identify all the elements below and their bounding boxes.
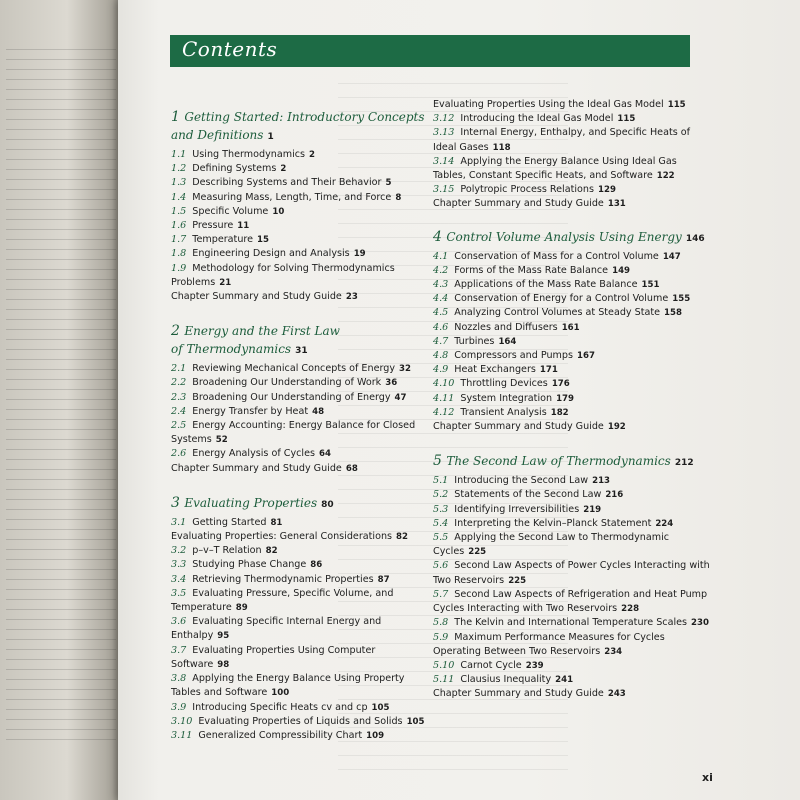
section-page: 47: [394, 392, 407, 403]
section-number: 4.4: [433, 293, 449, 305]
section-title: Energy Transfer by Heat: [192, 405, 309, 417]
section-title: Turbines: [454, 335, 495, 347]
section-page: 147: [662, 251, 681, 262]
section-title: System Integration: [460, 392, 553, 404]
chapter-title: [433, 452, 711, 472]
toc-entry: [433, 349, 711, 363]
section-number: 3.15: [433, 184, 455, 196]
section-page: 98: [217, 659, 230, 670]
section-title: Energy Accounting: Energy Balance for Closed Systems: [171, 420, 416, 446]
toc-entry: [171, 644, 426, 672]
section-title: Applying the Energy Balance Using Property Tables and Software: [171, 673, 405, 699]
section-page: 192: [607, 422, 626, 433]
section-page: 11: [237, 221, 250, 232]
section-number: 2.1: [171, 363, 187, 375]
section-title: Maximum Performance Measures for Cycles Operating Between Two Reservoirs: [433, 631, 665, 657]
toc-entry: [433, 335, 711, 349]
section-page: 122: [656, 171, 675, 182]
section-title: Throttling Devices: [460, 378, 548, 390]
section-title: Chapter Summary and Study Guide: [433, 421, 604, 433]
toc-entry: [171, 262, 426, 290]
section-number: 3.8: [171, 673, 187, 685]
toc-entry: [433, 659, 711, 673]
section-page: 100: [271, 688, 290, 699]
section-number: 1.3: [171, 177, 187, 189]
toc-entry: [171, 419, 426, 447]
section-page: 23: [345, 292, 358, 303]
chapter-title-text: The Second Law of Thermodynamics: [446, 454, 671, 469]
toc-entry: [433, 517, 711, 531]
section-page: 219: [583, 504, 602, 515]
section-title: Evaluating Pressure, Specific Volume, and Temperature: [171, 587, 394, 614]
chapter-block: [171, 322, 426, 476]
section-title: Clausius Inequality: [460, 674, 552, 686]
section-title: Applying the Energy Balance Using Ideal Gas Tables, Constant Specific Heats, and Software: [433, 155, 677, 182]
section-page: 182: [550, 407, 569, 418]
chapter-number: 5: [433, 453, 447, 470]
section-number: 4.2: [433, 264, 449, 276]
section-number: 1.2: [171, 163, 187, 175]
section-number: 4.5: [433, 307, 449, 319]
page-number: xi: [702, 771, 713, 784]
section-title: Chapter Summary and Study Guide: [433, 198, 604, 210]
section-number: 1.6: [171, 220, 187, 232]
section-title: Evaluating Specific Internal Energy and Enthalpy: [171, 616, 382, 642]
section-number: 5.4: [433, 517, 449, 529]
section-number: 3.14: [433, 155, 455, 167]
toc-entry: [433, 488, 711, 502]
section-page: 225: [468, 547, 487, 558]
left-page-text-bleed: [6, 40, 116, 740]
toc-entry: [171, 148, 426, 162]
section-page: 105: [371, 702, 390, 713]
toc-entry: [171, 233, 426, 247]
section-title: Statements of the Second Law: [454, 489, 602, 501]
toc-entry: [433, 474, 711, 488]
section-title: Compressors and Pumps: [454, 350, 573, 362]
chapter-page: 212: [674, 458, 694, 469]
section-title: Pressure: [192, 220, 234, 232]
chapter-title: [171, 108, 426, 146]
section-title: Defining Systems: [192, 163, 277, 175]
section-number: 4.8: [433, 350, 449, 362]
chapter-title-text: Getting Started: Introductory Concepts: [184, 110, 425, 124]
chapter-page: 80: [321, 499, 334, 510]
section-page: 32: [399, 364, 411, 375]
toc-entry: [171, 176, 426, 190]
section-number: 2.2: [171, 377, 187, 389]
section-number: 5.11: [433, 674, 455, 686]
section-title: Analyzing Control Volumes at Steady State: [454, 307, 661, 319]
section-page: 95: [217, 631, 230, 642]
section-title: Broadening Our Understanding of Energy: [192, 391, 391, 403]
section-page: 87: [377, 574, 390, 585]
toc-entry: [171, 587, 426, 615]
section-page: 82: [265, 546, 278, 557]
section-page: 149: [612, 265, 631, 276]
section-page: 115: [617, 114, 636, 125]
toc-entry: [171, 162, 426, 176]
section-title: Second Law Aspects of Power Cycles Interacting with Two Reservoirs: [433, 560, 710, 586]
section-number: 2.4: [171, 405, 187, 417]
section-title: Introducing the Second Law: [454, 475, 589, 487]
section-title: Chapter Summary and Study Guide: [171, 291, 342, 303]
section-number: 2.5: [171, 420, 187, 432]
section-title: Energy Analysis of Cycles: [192, 448, 315, 460]
toc-entry: [171, 391, 426, 405]
section-page: 176: [551, 379, 570, 390]
toc-entry: [171, 558, 426, 572]
section-page: 158: [664, 308, 682, 319]
section-page: 10: [272, 206, 285, 217]
section-number: 1.8: [171, 248, 187, 260]
toc-entry: [433, 264, 711, 278]
chapter-number: 2: [171, 323, 185, 340]
section-number: 3.3: [171, 559, 187, 571]
toc-entry: [171, 462, 426, 476]
toc-entry: [433, 503, 711, 517]
toc-entry: [171, 729, 426, 743]
section-page: 21: [219, 277, 232, 288]
section-title: Evaluating Properties: General Considerations: [171, 531, 393, 543]
toc-entry: [433, 687, 711, 701]
toc-entry: [433, 155, 711, 183]
section-page: 86: [310, 560, 323, 571]
toc-entry: [433, 321, 711, 335]
toc-entry: [171, 191, 426, 205]
section-title: Interpreting the Kelvin–Planck Statement: [454, 517, 652, 529]
section-title: Polytropic Process Relations: [460, 184, 594, 196]
section-number: 3.10: [171, 715, 193, 727]
section-number: 3.11: [171, 729, 193, 741]
toc-entry: [433, 98, 711, 112]
section-number: 3.4: [171, 573, 187, 585]
section-title: Applying the Second Law to Thermodynamic Cycles: [433, 532, 670, 558]
section-page: 241: [555, 675, 574, 686]
toc-entry: [433, 278, 711, 292]
section-title: Broadening Our Understanding of Work: [192, 377, 382, 389]
section-title: Carnot Cycle: [460, 659, 522, 671]
section-page: 15: [257, 235, 270, 246]
section-number: 3.7: [171, 644, 187, 656]
section-number: 5.7: [433, 588, 449, 600]
section-page: 115: [667, 100, 686, 110]
right-column: [433, 98, 711, 720]
toc-entry: [171, 530, 426, 544]
toc-entry: [171, 405, 426, 419]
section-number: 4.9: [433, 364, 449, 376]
section-page: 131: [607, 199, 626, 210]
section-title: Heat Exchangers: [454, 364, 536, 376]
toc-entry: [171, 701, 426, 715]
left-column: [171, 108, 426, 761]
section-title: Introducing the Ideal Gas Model: [460, 113, 614, 125]
section-page: 234: [604, 646, 623, 657]
section-title: The Kelvin and International Temperature Scales: [454, 617, 688, 629]
toc-entry: [433, 406, 711, 420]
section-title: Introducing Specific Heats cv and cp: [192, 701, 368, 713]
toc-entry: [433, 306, 711, 320]
toc-entry: [171, 672, 426, 700]
toc-entry: [433, 559, 711, 587]
section-title: Chapter Summary and Study Guide: [171, 462, 342, 474]
section-title: Internal Energy, Enthalpy, and Specific Heats of Ideal Gases: [433, 127, 691, 153]
chapter-page: 146: [685, 233, 705, 244]
section-number: 4.1: [433, 250, 449, 262]
section-number: 4.11: [433, 392, 455, 404]
toc-entry: [171, 516, 426, 530]
section-title: Transient Analysis: [460, 406, 547, 418]
section-page: 8: [395, 192, 402, 203]
chapter-title-text: Evaluating Properties: [184, 495, 318, 510]
section-number: 5.9: [433, 631, 449, 643]
section-number: 3.6: [171, 616, 187, 628]
section-title: Using Thermodynamics: [192, 149, 306, 160]
toc-entry: [433, 531, 711, 559]
toc-entry: [433, 126, 711, 154]
chapter-title-text: and Definitions: [171, 128, 264, 142]
section-page: 151: [641, 280, 660, 291]
chapter-title: [433, 228, 711, 248]
section-number: 5.6: [433, 560, 449, 572]
section-page: 225: [508, 575, 527, 586]
section-page: 171: [539, 365, 558, 376]
toc-entry: [171, 573, 426, 587]
section-title: Methodology for Solving Thermodynamics Problems: [171, 262, 395, 288]
toc-entry: [171, 205, 426, 219]
contents-header-bar: [170, 35, 690, 67]
section-title: Specific Volume: [192, 205, 269, 217]
section-page: 2: [309, 150, 315, 160]
toc-entry: [171, 715, 426, 729]
book-spine-left-page: [0, 0, 122, 800]
toc-entry: [433, 363, 711, 377]
section-number: 4.7: [433, 335, 449, 347]
section-number: 3.13: [433, 127, 455, 139]
section-page: 109: [366, 730, 385, 741]
section-page: 224: [655, 518, 674, 529]
section-page: 239: [525, 660, 544, 671]
toc-entry: [171, 376, 426, 390]
chapter-block: [433, 228, 711, 435]
toc-entry: [171, 219, 426, 233]
chapter-block: [171, 494, 426, 743]
toc-entry: [433, 197, 711, 211]
section-number: 3.2: [171, 545, 187, 557]
section-number: 2.6: [171, 448, 187, 460]
section-number: 5.2: [433, 489, 449, 501]
toc-entry: [171, 544, 426, 558]
section-title: Nozzles and Diffusers: [454, 321, 558, 333]
section-number: 4.3: [433, 279, 449, 291]
section-number: 1.1: [171, 149, 187, 160]
section-number: 4.6: [433, 321, 449, 333]
section-title: Generalized Compressibility Chart: [198, 729, 363, 741]
section-number: 3.12: [433, 113, 455, 125]
section-title: Temperature: [192, 234, 254, 246]
section-title: Evaluating Properties Using Computer Software: [171, 644, 376, 670]
section-number: 5.8: [433, 617, 449, 629]
section-page: 129: [597, 185, 616, 196]
chapter-block: [433, 452, 711, 701]
section-number: 1.9: [171, 262, 187, 274]
section-page: 243: [607, 689, 626, 700]
toc-entry: [171, 447, 426, 461]
toc-entry: [171, 290, 426, 304]
chapter-block: [171, 108, 426, 304]
section-title: Conservation of Mass for a Control Volume: [454, 250, 659, 262]
section-number: 1.5: [171, 205, 187, 217]
section-page: 155: [672, 294, 691, 305]
section-page: 230: [691, 618, 709, 629]
section-number: 4.12: [433, 406, 455, 418]
toc-entry: [433, 673, 711, 687]
section-title: Chapter Summary and Study Guide: [433, 688, 604, 700]
section-page: 48: [312, 406, 325, 417]
section-title: Second Law Aspects of Refrigeration and Heat Pump Cycles Interacting with Two Reservoirs: [433, 588, 708, 615]
section-page: 89: [235, 603, 248, 614]
section-title: Measuring Mass, Length, Time, and Force: [192, 191, 392, 203]
section-title: p–v–T Relation: [192, 545, 262, 557]
toc-entry: [433, 112, 711, 126]
section-number: 3.1: [171, 516, 187, 528]
chapter-page: 31: [295, 346, 308, 357]
section-page: 5: [385, 178, 392, 189]
section-number: 4.10: [433, 378, 455, 390]
toc-entry: [433, 631, 711, 659]
section-number: 5.5: [433, 532, 449, 544]
chapter-title-text: of Thermodynamics: [171, 342, 292, 357]
section-page: 213: [592, 476, 611, 487]
section-title: Studying Phase Change: [192, 559, 307, 571]
section-number: 5.3: [433, 503, 449, 515]
section-page: 52: [215, 435, 228, 446]
toc-entry: [433, 292, 711, 306]
section-number: 5.10: [433, 659, 455, 671]
section-page: 2: [280, 164, 287, 175]
section-number: 1.7: [171, 234, 187, 246]
section-page: 105: [406, 716, 425, 727]
section-number: 1.4: [171, 191, 187, 203]
chapter-block: [433, 98, 711, 212]
section-page: 36: [385, 378, 398, 389]
chapter-number: 1: [171, 109, 185, 125]
section-title: Forms of the Mass Rate Balance: [454, 264, 609, 276]
section-title: Identifying Irreversibilities: [454, 503, 580, 515]
section-page: 19: [353, 249, 366, 260]
chapter-page: 1: [267, 132, 274, 142]
toc-entry: [171, 247, 426, 261]
section-page: 164: [498, 336, 517, 347]
chapter-number: 3: [171, 494, 185, 511]
toc-entry: [433, 183, 711, 197]
page-title: Contents: [182, 37, 278, 61]
toc-entry: [433, 377, 711, 391]
section-page: 216: [605, 490, 624, 501]
chapter-title-text: Control Volume Analysis Using Energy: [446, 229, 682, 244]
section-title: Applications of the Mass Rate Balance: [454, 279, 638, 291]
section-number: 3.5: [171, 587, 187, 599]
section-page: 64: [319, 449, 331, 460]
section-title: Reviewing Mechanical Concepts of Energy: [192, 363, 396, 375]
section-title: Evaluating Properties Using the Ideal Gas Model: [433, 99, 664, 110]
section-page: 167: [577, 351, 595, 362]
section-title: Describing Systems and Their Behavior: [192, 177, 382, 189]
chapter-number: 4: [433, 228, 447, 245]
section-page: 68: [345, 463, 358, 474]
toc-entry: [171, 362, 426, 376]
section-page: 228: [621, 604, 640, 615]
toc-entry: [433, 392, 711, 406]
section-title: Evaluating Properties of Liquids and Solids: [198, 715, 403, 727]
section-title: Retrieving Thermodynamic Properties: [192, 573, 374, 585]
toc-entry: [433, 588, 711, 616]
section-title: Getting Started: [192, 516, 267, 528]
section-page: 82: [396, 532, 408, 543]
section-number: 3.9: [171, 701, 187, 713]
section-title: Engineering Design and Analysis: [192, 248, 350, 260]
section-page: 81: [270, 517, 283, 528]
toc-entry: [433, 250, 711, 264]
toc-entry: [433, 616, 711, 630]
section-number: 2.3: [171, 391, 187, 403]
section-title: Conservation of Energy for a Control Volume: [454, 293, 669, 305]
chapter-title: [171, 322, 426, 360]
section-page: 179: [556, 393, 575, 404]
section-page: 118: [492, 142, 511, 153]
chapter-title-text: Energy and the First Law: [184, 324, 340, 339]
toc-entry: [433, 420, 711, 434]
toc-entry: [171, 615, 426, 643]
section-number: 5.1: [433, 475, 449, 487]
chapter-title: [171, 494, 426, 514]
section-page: 161: [561, 322, 580, 333]
